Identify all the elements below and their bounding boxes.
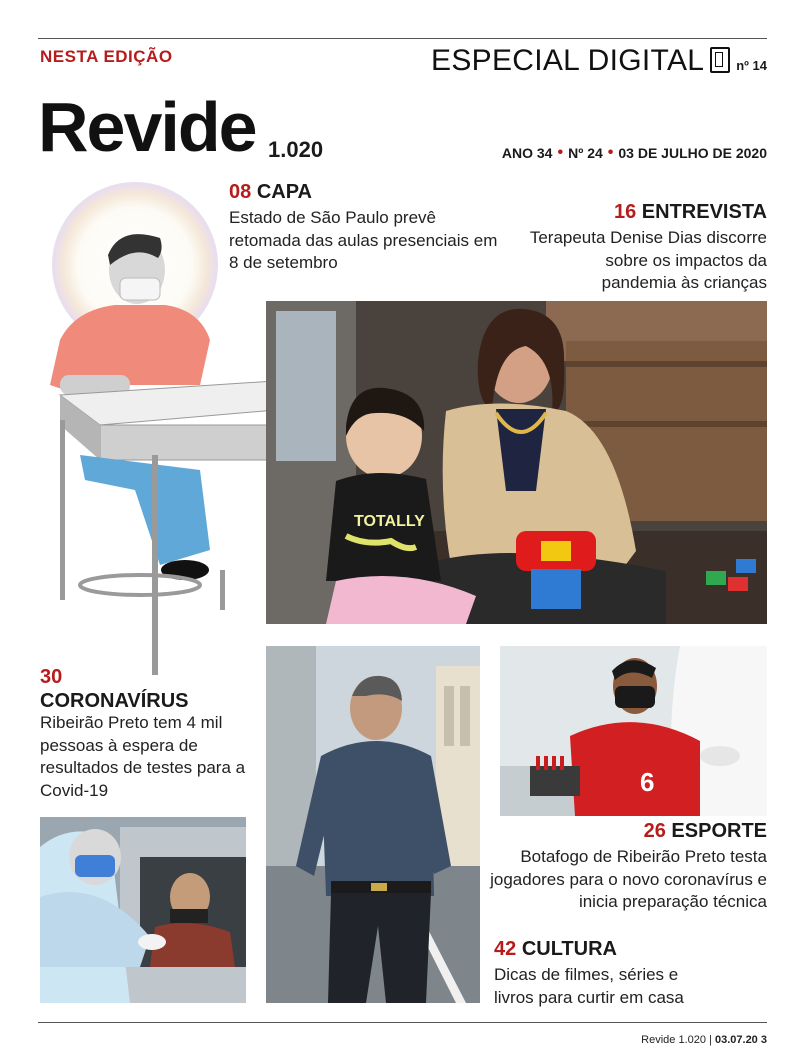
- cultura-summary: Dicas de filmes, séries e livros para curtir em casa: [494, 965, 684, 1007]
- bottom-rule: [38, 1022, 767, 1023]
- special-digital-header: [431, 44, 767, 78]
- child-shirt-text: TOTALLY: [354, 513, 425, 530]
- footer-date: 03.07.20: [714, 1034, 758, 1046]
- issue-year: ANO 34: [501, 145, 553, 161]
- edition-number: 1.020: [268, 137, 324, 162]
- therapist-with-child-photo[interactable]: [266, 301, 767, 624]
- man-walking-street-photo[interactable]: [266, 646, 480, 1003]
- coronavirus-section: CORONAVÍRUS: [40, 690, 189, 712]
- capa-page-number: 08: [229, 181, 252, 203]
- coronavirus-summary: Ribeirão Preto tem 4 mil pessoas à espera de resultados de testes para a Covid-19: [40, 713, 246, 800]
- cultura-heading[interactable]: [494, 938, 617, 961]
- issue-number: Nº 24: [568, 145, 603, 161]
- entrevista-heading[interactable]: [614, 201, 767, 224]
- special-number: nº 14: [736, 58, 767, 73]
- issue-info: [502, 144, 767, 162]
- player-shirt-number: 6: [640, 767, 655, 797]
- esporte-summary: Botafogo de Ribeirão Preto testa jogadores para o novo coronavírus e inicia preparação técnica: [490, 847, 767, 911]
- dot-separator: •: [557, 144, 564, 161]
- capa-summary: Estado de São Paulo prevê retomada das aulas presenciais em 8 de setembro: [229, 208, 498, 272]
- footer: [641, 1034, 767, 1046]
- issue-date: 03 DE JULHO DE 2020: [618, 145, 767, 161]
- dot-separator: •: [607, 144, 614, 161]
- entrevista-page-number: 16: [613, 201, 637, 223]
- top-rule: [38, 38, 767, 39]
- capa-section: CAPA: [256, 181, 312, 203]
- capa-heading[interactable]: [229, 181, 312, 204]
- esporte-heading[interactable]: [644, 820, 767, 843]
- esporte-page-number: 26: [643, 820, 666, 842]
- entrevista-section: ENTREVISTA: [641, 201, 767, 223]
- cultura-page-number: 42: [494, 938, 517, 960]
- section-label: NESTA EDIÇÃO: [40, 47, 173, 66]
- coronavirus-heading[interactable]: [40, 665, 189, 713]
- footer-page-number: 3: [760, 1034, 767, 1046]
- tablet-icon: [710, 47, 730, 73]
- coronavirus-page-number: 30: [40, 666, 63, 688]
- entrevista-summary: Terapeuta Denise Dias discorre sobre os impactos da pandemia às crianças: [529, 228, 767, 292]
- esporte-section: ESPORTE: [671, 820, 767, 842]
- special-title: ESPECIAL DIGITAL: [431, 44, 705, 77]
- football-player-test-photo[interactable]: [500, 646, 767, 816]
- cultura-section: CULTURA: [521, 938, 617, 960]
- footer-text: Revide 1.020 |: [641, 1034, 712, 1046]
- masthead-title: Revide: [38, 88, 256, 166]
- drive-thru-covid-test-photo[interactable]: [40, 817, 246, 1003]
